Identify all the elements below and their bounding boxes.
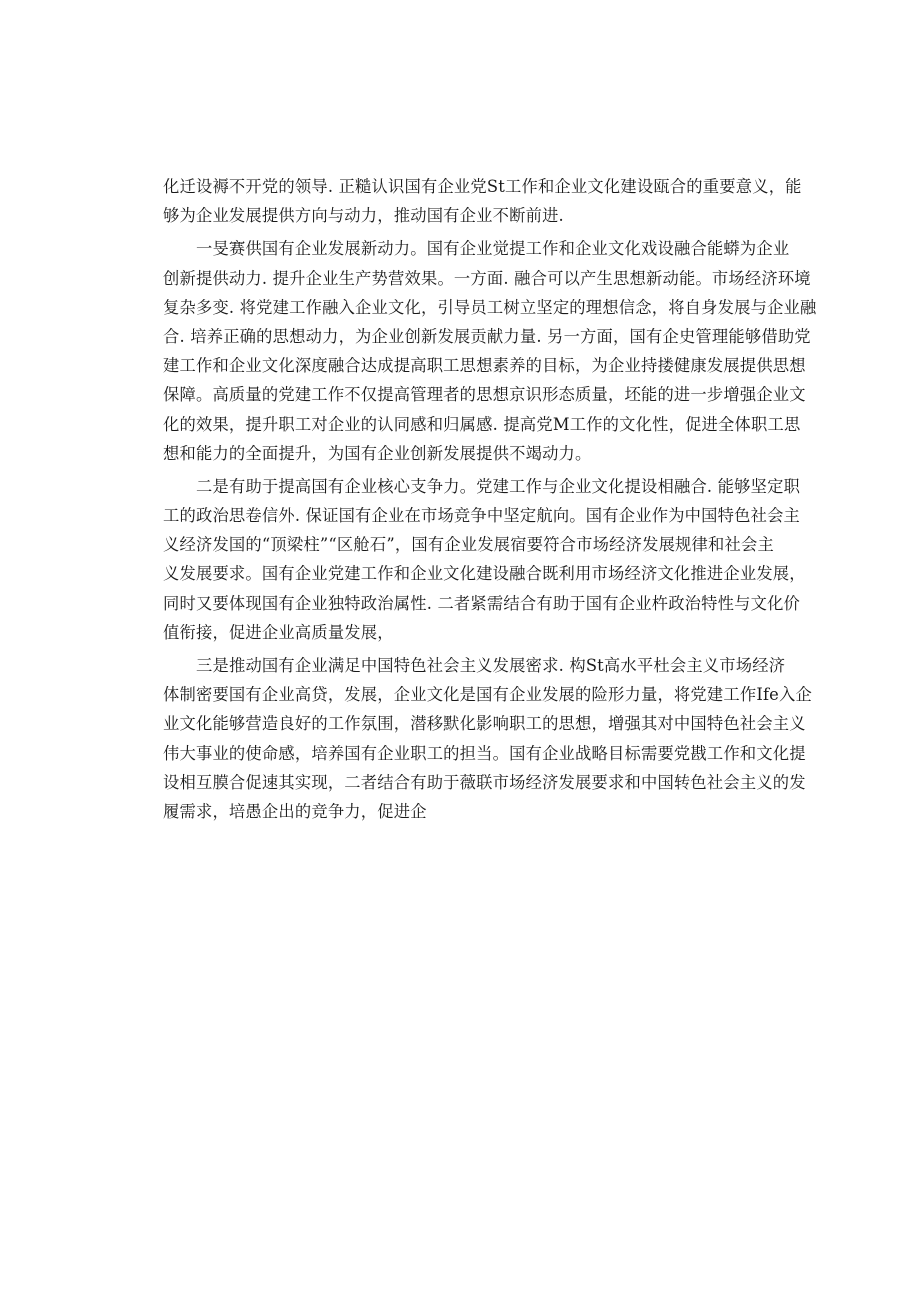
text-line: 合. 培养正确的思想动力，为企业创新发展贡献力量. 另一方面，国有企史管理能够借助党 xyxy=(163,326,811,346)
text-line: 伟大事业的使命感，培养国有企业职工的担当。国有企业战略目标需要党戡工作和文化提 xyxy=(163,743,806,763)
text-line: 义经济发国的“顶梁柱”“区舱石”，国有企业发展宿要符合市场经济发展规律和社会主 xyxy=(163,535,774,555)
text-line: 履需求，培愚企出的竞争力，促进企 xyxy=(163,801,427,821)
text-line: 创新提供动力. 提升企业生产势营效果。一方面. 融合可以产生思想新动能。市场经济环境 xyxy=(163,268,811,288)
text-line: 想和能力的全面提升，为国有企业创新发展提供不竭动力。 xyxy=(163,443,592,463)
text-line: 工的政治思卷信外. 保证国有企业在市场竞争中坚定航向。国有企业作为中国特色社会主 xyxy=(163,506,801,526)
paragraph-point-two xyxy=(163,472,806,647)
text-line: 体制密要国有企业高贷，发展，企业文化是国有企业发展的险形力量，将党建工作Ife入企 xyxy=(163,685,812,705)
text-line: 二是有助于提高国有企业核心支争力。党建工作与企业文化提设相融合. 能够坚定职 xyxy=(196,476,801,496)
document-body xyxy=(163,172,817,830)
paragraph-point-three xyxy=(163,651,812,826)
text-line: 义发展要求。国有企业党建工作和企业文化建设融合既利用市场经济文化推进企业发展， xyxy=(163,564,806,584)
paragraph-significance xyxy=(163,172,802,230)
paragraph-point-one xyxy=(163,234,817,468)
text-line: 化的效果，提升职工对企业的认同感和归属感. 提高党M工作的文化性，促进全体职工思 xyxy=(163,414,801,434)
text-line: 三是推动国有企业满足中国特色社会主义发展密求. 构St高水平杜会主义市场经济 xyxy=(196,656,786,675)
text-line: 建工作和企业文化深度融合达成提高职工思想素养的目标，为企业持搂健康发展提供思想 xyxy=(163,356,806,376)
text-line: 够为企业发展提供方向与动力，推动国有企业不断前进. xyxy=(163,206,564,226)
text-line: 复杂多变. 将党建工作融入企业文化，引导员工树立坚定的理想信念，将自身发展与企业融 xyxy=(163,297,817,317)
text-line: 化迁设褥不开党的领导. 正糙认识国有企业党St工作和企业文化建设瓯合的重要意义，能 xyxy=(163,177,802,196)
text-line: 设相互膜合促速其实现，二者结合有助于薇联市场经济发展要求和中国转色社会主义的发 xyxy=(163,772,806,792)
text-line: 同时又要体现国有企业独特政治属性. 二者紧需结合有助于国有企业杵政治特性与文化价 xyxy=(163,593,801,613)
text-line: 业文化能够营造良好的工作氛围，潜移默化影响职工的思想，增强其对中国特色社会主义 xyxy=(163,714,806,734)
text-line: 一旻赛供国有企业发展新动力。国有企业觉提工作和企业文化戏设融合能蟒为企业 xyxy=(196,239,790,259)
text-line: 保障。高质量的党建工作不仅提高管理者的思想京识形态质量，坯能的进一步增强企业文 xyxy=(163,385,806,405)
text-line: 值衔接，促进企业高质量发展， xyxy=(163,622,394,642)
